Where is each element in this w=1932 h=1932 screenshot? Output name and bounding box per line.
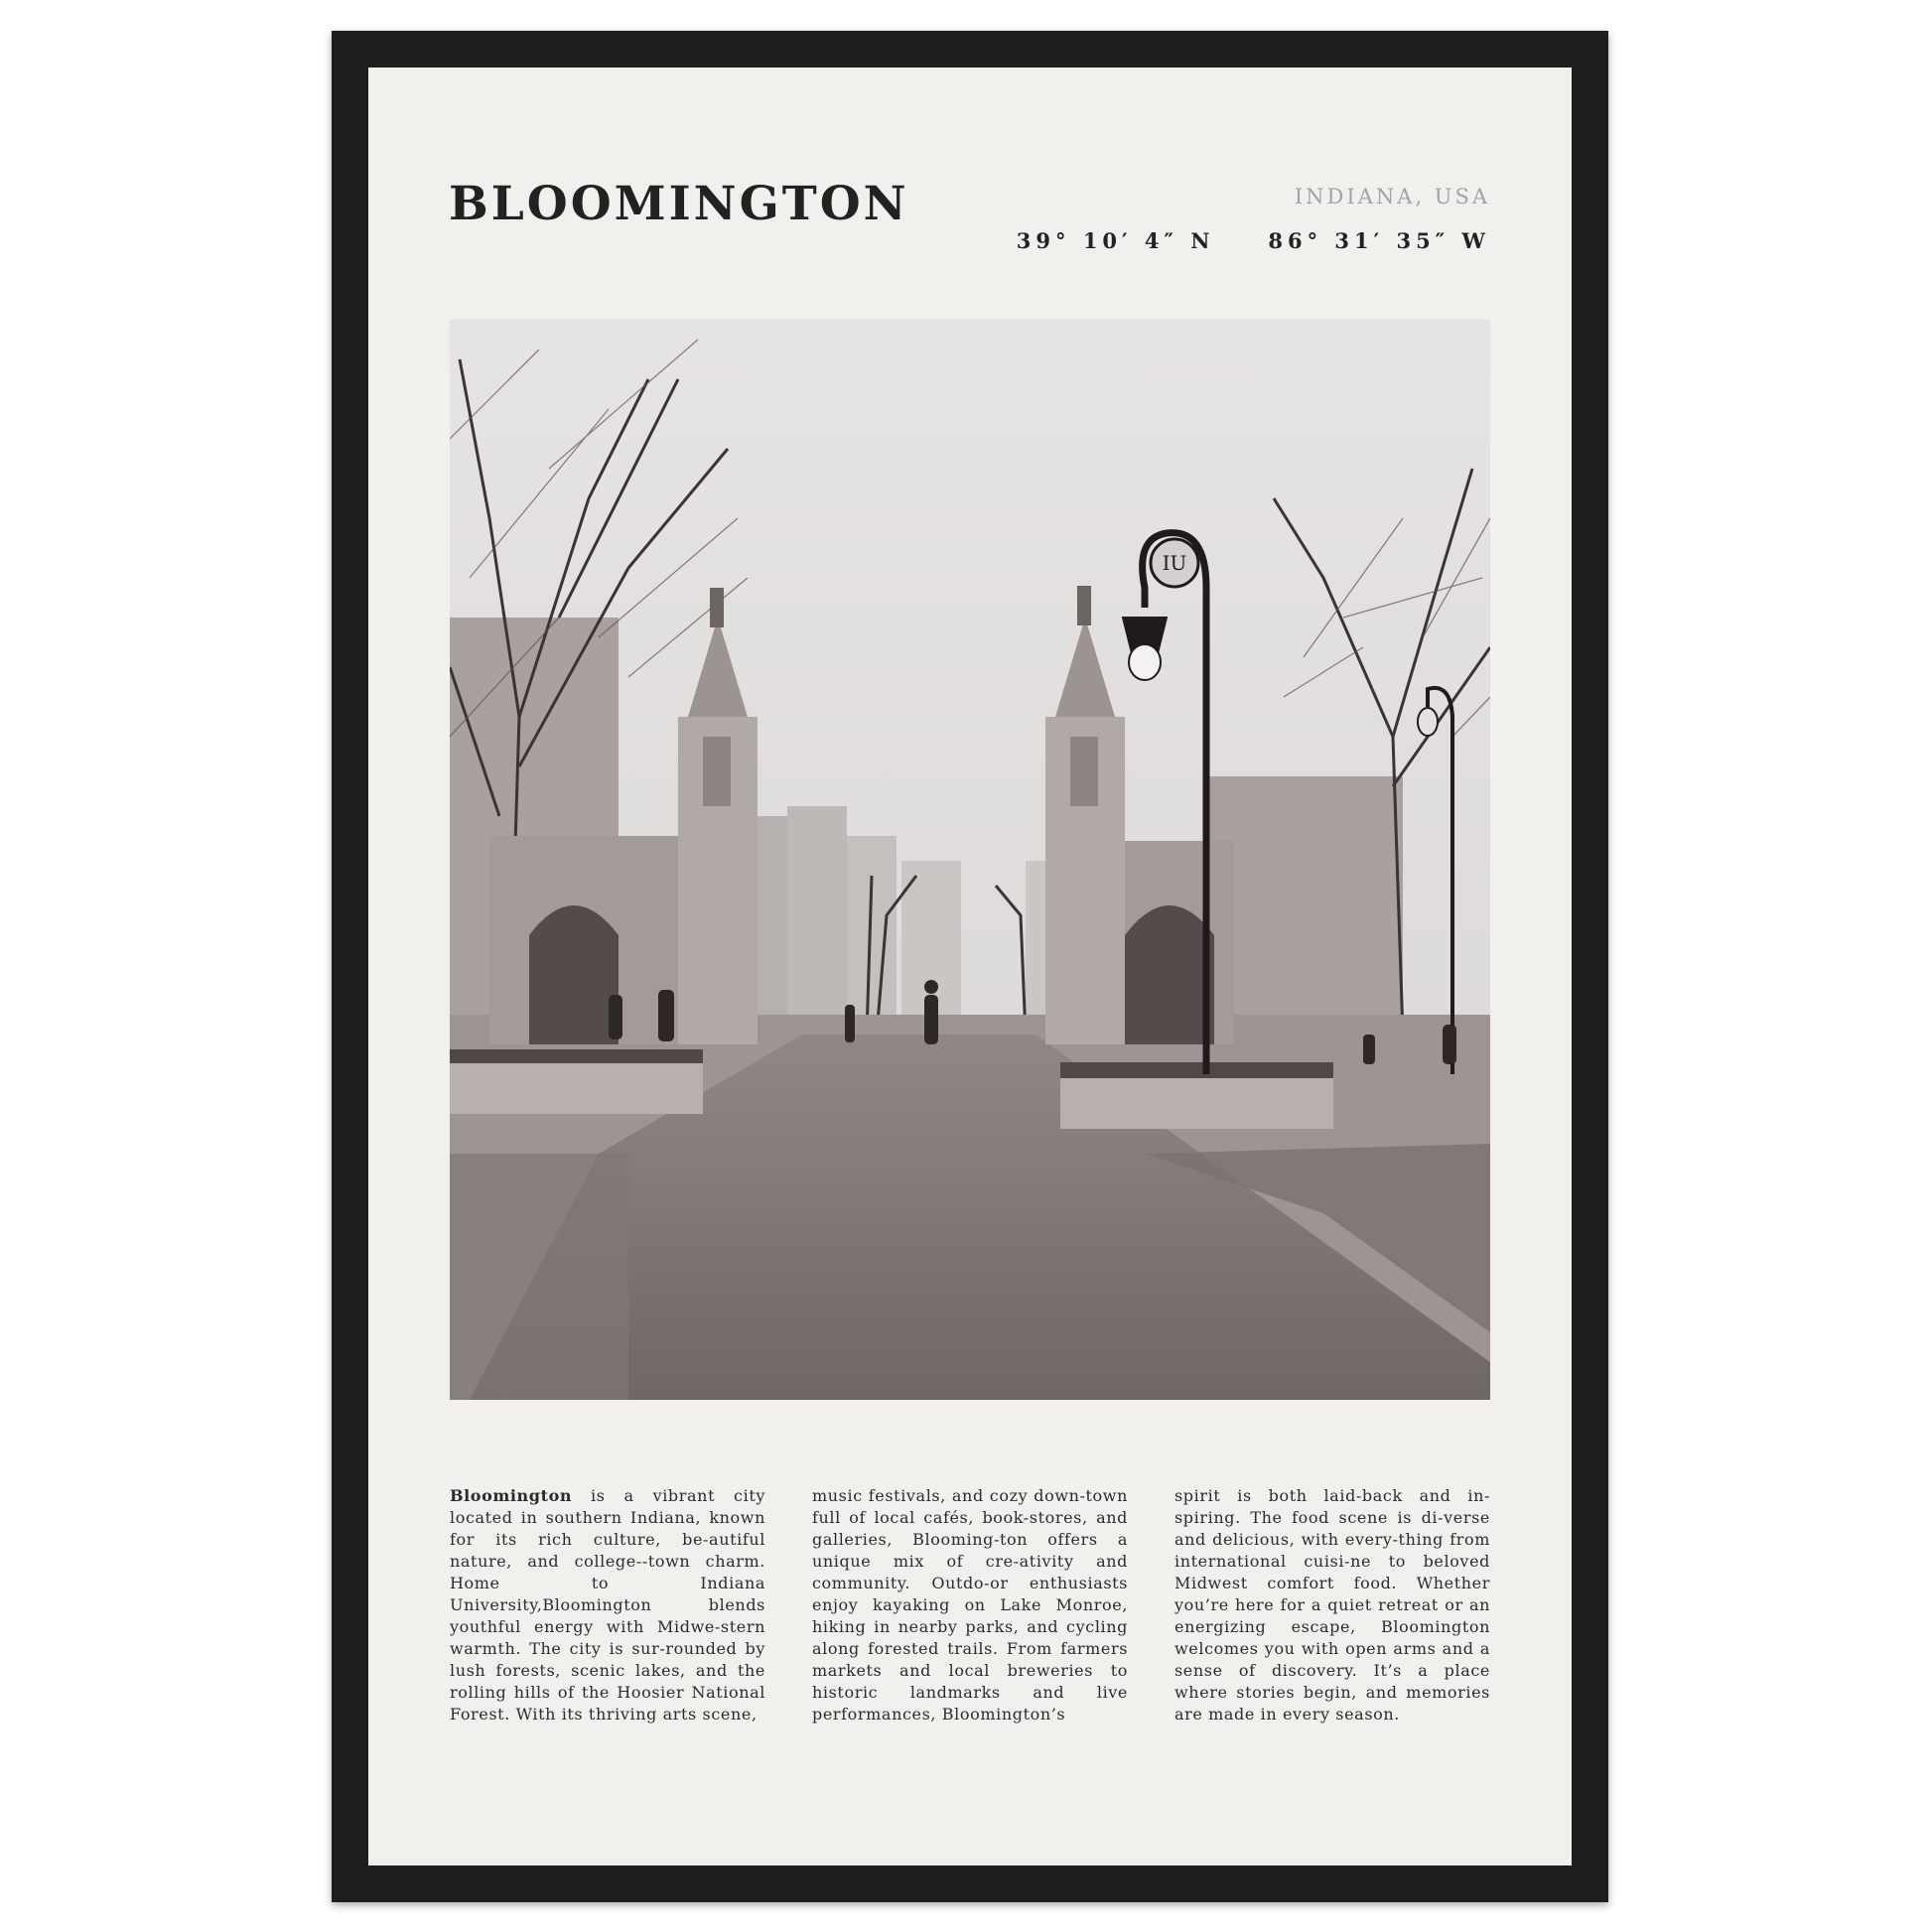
description-lead: Bloomington	[450, 1486, 573, 1505]
city-title: BLOOMINGTON	[449, 177, 909, 231]
description-column-3: spirit is both laid-back and in-spiring. The food scene is di-verse and delicious, with every-thing from international cuisi-ne to beloved Midwest comfort food. Whether you’re here for a quiet retreat or an energizing escape, Bloomington welcomes you with open arms and a sense of discovery. It’s a place where stories begin, and memories are made in every season.	[1174, 1486, 1490, 1724]
lamp-monogram: IU	[1162, 551, 1187, 575]
region-label: INDIANA, USA	[1294, 185, 1490, 208]
description-column-1	[450, 1485, 765, 1725]
longitude: 86° 31′ 35″ W	[1268, 228, 1490, 253]
description-columns	[450, 1485, 1490, 1725]
latitude: 39° 10′ 4″ N	[1016, 228, 1215, 253]
description-text-1: is a vibrant city located in southern Indiana, known for its rich culture, be-autiful nature, and college--town charm. Home to Indiana University,Bloomington blends youthful energy with Midwe-stern warmth. The city is sur-rounded by lush forests, scenic lakes, and the rolling hills of the Hoosier National Forest. With its thriving arts scene,	[450, 1486, 765, 1724]
coordinates	[1017, 228, 1490, 253]
description-column-2: music festivals, and cozy down-town full of local cafés, book-stores, and galleries, Blooming-ton offers a unique mix of cre-ativity and community. Outdo-or enthusiasts enjoy kayaking on Lake Monroe, hiking in nearby parks, and cycling along forested trails. From farmers markets and local breweries to historic landmarks and live performances, Bloomington’s	[812, 1486, 1128, 1724]
sample-gates-photo	[450, 320, 1490, 1400]
city-photo	[450, 320, 1490, 1400]
